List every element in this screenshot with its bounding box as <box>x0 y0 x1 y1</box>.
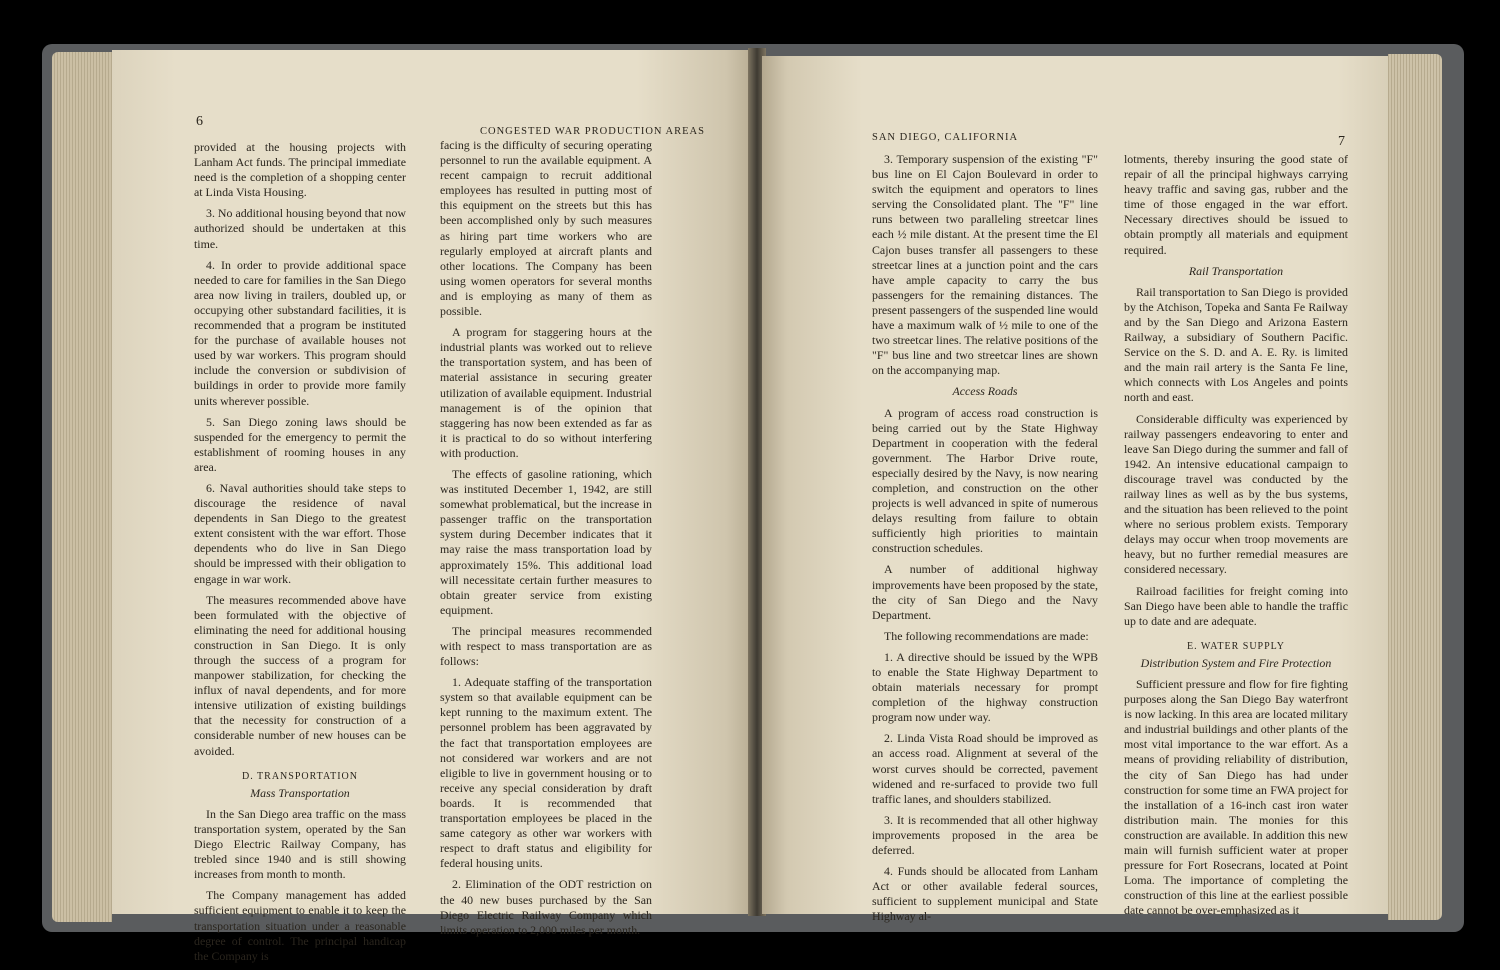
paragraph: Considerable difficulty was experienced by railway passengers endeavoring to enter and leave San Diego during the summer and fall of 1942. An intensive educational campaign to discourage travel was conducted by the railway lines as well as by the bus systems, and the situation has been relieved to the point where no serious problem exists. Temporary delays may occur when troop movements are heavy, but no further remedial measures are considered necessary. <box>1124 411 1348 577</box>
paragraph: lotments, thereby insuring the good state of repair of all the principal highways carrying heavy traffic and saving gas, rubber and the time of those engaged in the war effort. Necessary directives should be issued to obtain promptly all materials and equipment required. <box>1124 152 1348 257</box>
page-number: 6 <box>196 114 203 129</box>
right-page-column-2 <box>1124 152 1348 925</box>
left-page <box>112 50 752 963</box>
subsection-heading: Access Roads <box>952 384 1018 399</box>
paragraph: A number of additional highway improvements have been proposed by the state, the city of San Diego and the Navy Department. <box>872 562 1098 622</box>
right-page-column-1 <box>872 152 1098 931</box>
paragraph: 1. A directive should be issued by the WPB to enable the State Highway Department to obtain materials necessary for prompt completion of the highway construction program now under way. <box>872 649 1098 725</box>
paragraph: Railroad facilities for freight coming into San Diego have been able to handle the traffic up to date and are adequate. <box>1124 583 1348 628</box>
paragraph: A program of access road construction is being carried out by the State Highway Department in cooperation with the federal government. The Harbor Drive route, especially desired by the Navy, is now nearing completion, and construction on the other projects is well advanced in spite of numerous delays resulting from failure to obtain sufficiently high priorities to maintain construction schedules. <box>872 405 1098 556</box>
paragraph: 6. Naval authorities should take steps to discourage the residence of naval dependents in San Diego to the greatest extent consistent with the war effort. Those dependents who do live in San Diego should be impressed with their obligation to engage in war work. <box>194 480 406 586</box>
paragraph: The following recommendations are made: <box>884 628 1089 643</box>
paragraph: The principal measures recommended with respect to mass transportation are as follows: <box>440 623 652 669</box>
running-head: SAN DIEGO, CALIFORNIA <box>872 132 1019 143</box>
page-edges-right <box>1388 54 1442 920</box>
paragraph: Sufficient pressure and flow for fire fighting purposes along the San Diego Bay waterfront is now lacking. In this area are located military and industrial buildings and other plants of the most vital importance to the war effort. As a means of providing reliability of distribution, the city of San Diego has had under construction for some time an FWA project for the installation of a 16-inch cast iron water distribution main. The monies for this construction are available. In addition this new main will furnish sufficient water at proper pressure for Fort Rosecrans, located at Point Loma. The importance of completing the construction of this line at the earliest possible date cannot be over-emphasized as it <box>1124 677 1348 918</box>
paragraph: The measures recommended above have been formulated with the objective of eliminating the need for additional housing construction in San Diego. It is only through the success of a program for manpower stabilization, for checking the influx of naval dependents, and for more intensive utilization of existing buildings that the necessity for construction of a considerable number of new houses can be avoided. <box>194 592 406 758</box>
section-heading: D. TRANSPORTATION <box>242 770 358 782</box>
paragraph: 3. Temporary suspension of the existing "F" bus line on El Cajon Boulevard in order to switch the equipment and operators to lines serving the Consolidated plant. The "F" line runs between two paralleling streetcar lines each ½ mile distant. At the present time the El Cajon buses transfer all passengers to these streetcar lines at a junction point and the cars have ample capacity to carry the bus passengers for the remaining distances. The present passengers of the suspended line would have a maximum walk of ½ mile to one of the two streetcar lines. The relative positions of the "F" bus line and two streetcar lines are shown on the accompanying map. <box>872 152 1098 378</box>
paragraph: 5. San Diego zoning laws should be suspended for the emergency to permit the establishment of rooming houses in any area. <box>194 414 406 474</box>
left-page-column-2 <box>440 138 652 944</box>
subsection-heading: Mass Transportation <box>250 785 350 800</box>
left-page-column-1 <box>194 140 406 970</box>
paragraph: 3. No additional housing beyond that now authorized should be undertaken at this time. <box>194 206 406 251</box>
paragraph: facing is the difficulty of securing operating personnel to run the available equipment. A recent campaign to recruit additional employees has resulted in putting most of this equipment on the streets but this has been accomplished only by such measures as hiring part time workers who are regularly employed at aircraft plants and other locations. The Company has been using women operators for several months and is employing as many of them as possible. <box>440 138 652 319</box>
paragraph: 3. It is recommended that all other highway improvements proposed in the area be deferred. <box>872 812 1098 858</box>
paragraph: The effects of gasoline rationing, which was instituted December 1, 1942, are still somewhat problematical, but the increase in passenger traffic on the transportation system during December indicates that it may raise the mass transportation load by approximately 15%. This additional load will necessitate certain further measures to obtain greater service from existing equipment. <box>440 466 652 617</box>
paragraph: 2. Elimination of the ODT restriction on the 40 new buses purchased by the San Diego Electric Railway Company which limits operation to 2,000 miles per month. <box>440 877 652 937</box>
section-heading: E. WATER SUPPLY <box>1187 640 1285 652</box>
subsection-heading: Distribution System and Fire Protection <box>1140 655 1332 670</box>
paragraph: The Company management has added sufficient equipment to enable it to keep the transportation situation under a reasonable degree of control. The principal handicap the Company is <box>194 888 406 963</box>
paragraph: In the San Diego area traffic on the mass transportation system, operated by the San Diego Electric Railway Company, has trebled since 1940 and is still showing increases from month to month. <box>194 806 406 882</box>
subsection-heading: Rail Transportation <box>1188 263 1284 278</box>
paragraph: 2. Linda Vista Road should be improved as an access road. Alignment at several of the worst curves should be corrected, pavement widened and re-surfaced to provide two full traffic lanes, and shoulders stabilized. <box>872 731 1098 806</box>
paragraph: provided at the housing projects with Lanham Act funds. The principal immediate need is the completion of a shopping center at Linda Vista Housing. <box>194 140 406 200</box>
paragraph: A program for staggering hours at the industrial plants was worked out to relieve the transportation system, and has been of material assistance in securing greater utilization of available equipment. Industrial management is of the opinion that staggering has now been extended as far as it is practical to do so without interfering with production. <box>440 325 652 460</box>
paragraph: 1. Adequate staffing of the transportation system so that available equipment can be kept running to the maximum extent. The personnel problem has been aggravated by the fact that transportation employees are not considered war workers and are not eligible to live in government housing or to receive any special consideration by draft boards. It is recommended that transportation employees be placed in the same category as other war workers with respect to draft status and eligibility for federal housing units. <box>440 675 652 871</box>
paragraph: 4. Funds should be allocated from Lanham Act or other available federal sources, sufficient to supplement municipal and State Highway al- <box>872 864 1098 924</box>
running-head: CONGESTED WAR PRODUCTION AREAS <box>480 126 705 137</box>
paragraph: 4. In order to provide additional space needed to care for families in the San Diego area now living in trailers, doubled up, or occupying other substandard facilities, it is recommended that a program be instituted for the purchase of available houses not used by war workers. This program should include the conversion or subdivision of buildings in order to provide more family units wherever possible. <box>194 257 406 408</box>
page-edges-left <box>52 52 112 922</box>
right-page <box>762 56 1388 924</box>
paragraph: Rail transportation to San Diego is provided by the Atchison, Topeka and Santa Fe Railway and by the San Diego and Arizona Eastern Railway, a subsidiary of Southern Pacific. Service on the S. D. and A. E. Ry. is limited and the main rail artery is the Santa Fe line, which connects with Los Angeles and points north and east. <box>1124 284 1348 405</box>
page-number: 7 <box>1338 134 1345 149</box>
